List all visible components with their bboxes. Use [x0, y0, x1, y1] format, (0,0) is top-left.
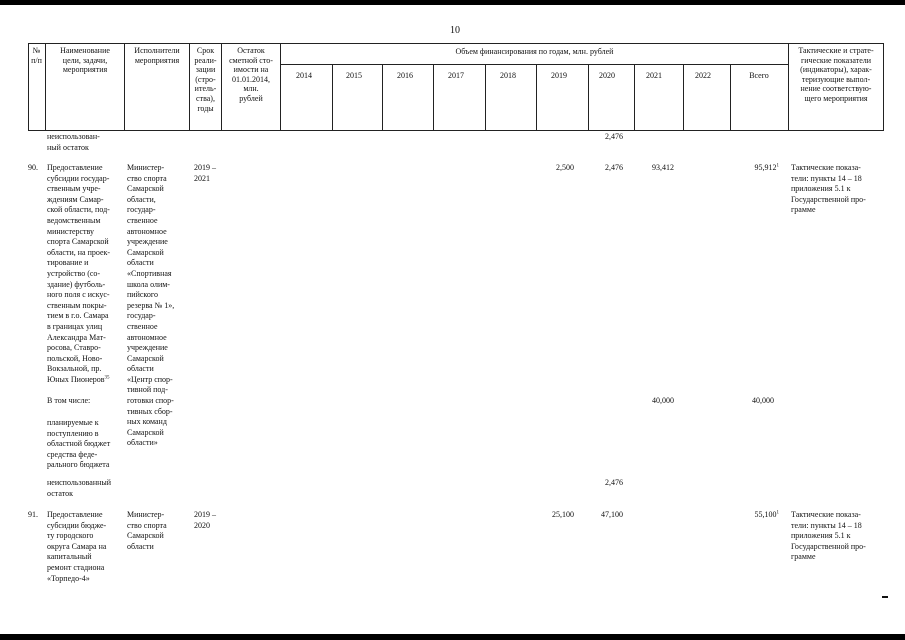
row-90-indicators: Тактические показа- тели: пункты 14 – 18 приложения 5.1 к Государственной про- грамме	[791, 163, 866, 215]
row-90-num: 90.	[28, 163, 38, 172]
header-bottom-rule	[28, 130, 884, 131]
row-91-indicators: Тактические показа- тели: пункты 14 – 18 приложения 5.1 к Государственной про- грамме	[791, 510, 866, 562]
row-90-footnote: 35	[104, 375, 110, 381]
col-sep-2015	[382, 65, 383, 131]
col-sep-2022	[730, 65, 731, 131]
header-balance: Остаток сметной сто- имости на 01.01.2014, млн. рублей	[229, 46, 273, 103]
border-right	[883, 43, 884, 131]
table-header-grid	[28, 43, 884, 131]
year-2017: 2017	[448, 71, 464, 80]
header-top-rule	[28, 43, 884, 44]
row-91-num: 91.	[28, 510, 38, 519]
row-91-2020: 47,100	[601, 510, 623, 519]
years-divider-rule	[280, 64, 788, 65]
unused-balance-2020: 2,476	[605, 132, 623, 141]
year-2019: 2019	[551, 71, 567, 80]
including-label: В том числе:	[47, 396, 91, 405]
row-91-name: Предоставление субсидии бюдже- ту городского округа Самара на капитальный ремонт стадиона «Торпедо-4»	[47, 510, 107, 583]
year-2021: 2021	[646, 71, 662, 80]
header-name: Наименование цели, задачи, мероприятия	[60, 46, 110, 75]
header-num: № п/п	[31, 46, 42, 65]
year-2015: 2015	[346, 71, 362, 80]
col-sep-2017	[485, 65, 486, 131]
year-2018: 2018	[500, 71, 516, 80]
col-sep-2018	[536, 65, 537, 131]
year-2014: 2014	[296, 71, 312, 80]
row-90-2021: 93,412	[652, 163, 674, 172]
col-sep-2016	[433, 65, 434, 131]
row-91-term: 2019 – 2020	[194, 510, 216, 530]
unused-balance-mid-label: неиспользованный остаток	[47, 478, 112, 498]
header-term: Срок реали- зации (стро- итель- ства), годы	[194, 46, 217, 113]
page-number: 10	[450, 25, 460, 36]
row-90-total: 95,912$^1$	[754, 163, 779, 172]
row-90-executors: Министер- ство спорта Самарской области, государ- ственное автономное учреждение Самарской области «Спортивная школа олим- пийского резерва № 1», государ- ственное автономное учреждение Самарской области «Центр спор- тивной под- готовки спор- тивных сбор- ных команд Самарской области»	[127, 163, 175, 448]
planned-federal-label: планируемые к поступлению в областной бюджет средства феде- рального бюджета	[47, 418, 111, 470]
header-indicators: Тактические и страте- гические показатели (индикаторы), харак- теризующие выпол- нение соответствую- щего мероприятия	[798, 46, 874, 103]
row-90-name: Предоставление субсидии государ- ственным учре- ждениям Самар- ской области, под- ведомственным министерству спорта Самарской области, на проек- тирование и устройство (со- здание) футболь- ного поля с искус- ственным покры- тием в г.о. Самара в границах улиц Александра Мат- росова, Ставро- польской, Ново- Вокзальной, пр. Юных Пионеров$^{35}$	[47, 163, 111, 384]
row-91-total: 55,100$^1$	[754, 510, 779, 519]
row-91-2019: 25,100	[552, 510, 574, 519]
header-executors: Исполнители мероприятия	[134, 46, 180, 65]
year-2022: 2022	[695, 71, 711, 80]
including-2021: 40,000	[652, 396, 674, 405]
header-financing: Объем финансирования по годам, млн. рублей	[455, 47, 614, 56]
unused-balance-mid-2020: 2,476	[605, 478, 623, 487]
scan-top-edge	[0, 0, 905, 5]
row-91-executors: Министер- ство спорта Самарской области	[127, 510, 167, 551]
unused-balance-label: неиспользован- ный остаток	[47, 132, 100, 152]
year-2020: 2020	[599, 71, 615, 80]
row-90-2019: 2,500	[556, 163, 574, 172]
row-90-term: 2019 – 2021	[194, 163, 216, 183]
row-90-2020: 2,476	[605, 163, 623, 172]
including-total: 40,000	[752, 396, 774, 405]
col-sep-2014	[332, 65, 333, 131]
year-2016: 2016	[397, 71, 413, 80]
scan-mark	[882, 596, 888, 598]
year-total: Всего	[749, 71, 769, 80]
scan-bottom-edge	[0, 634, 905, 640]
